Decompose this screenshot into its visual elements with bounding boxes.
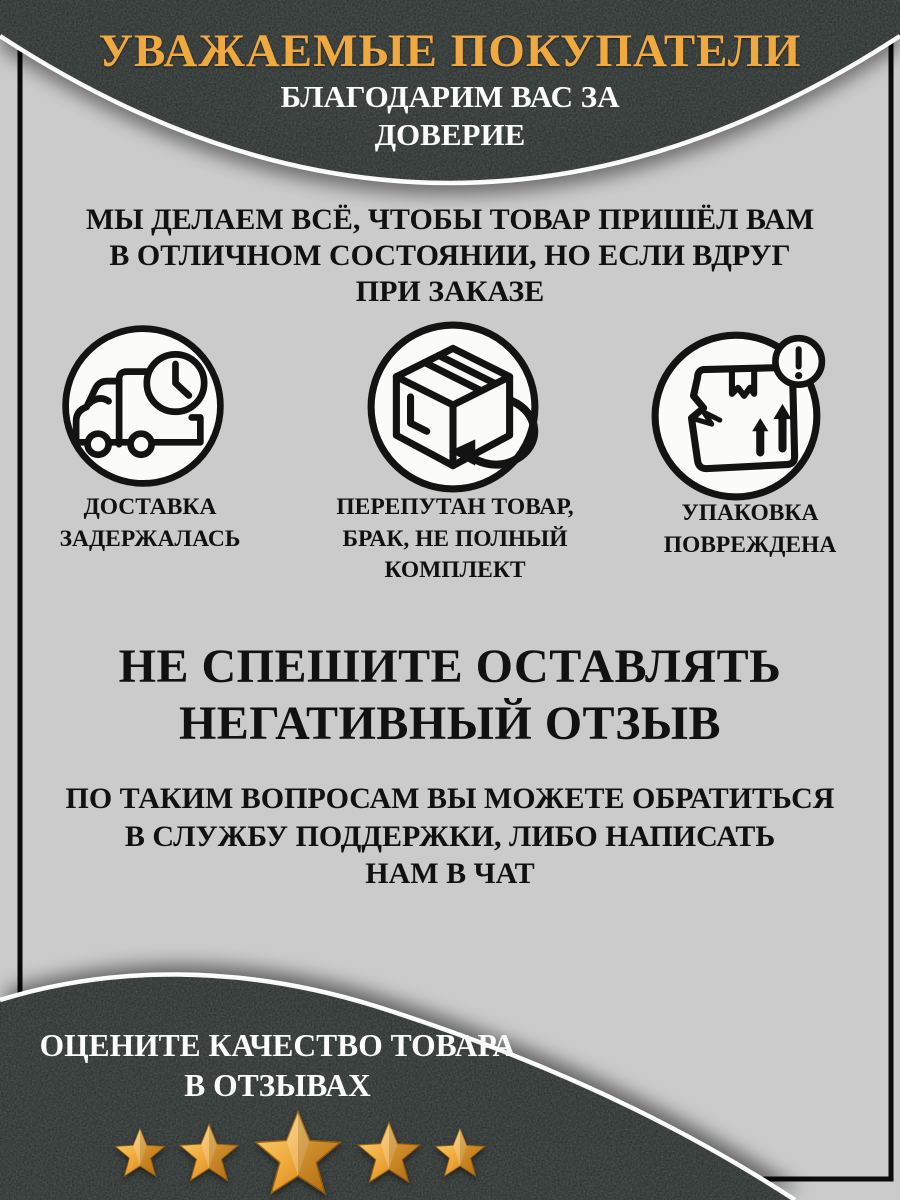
support-line: НАМ В ЧАТ bbox=[365, 857, 535, 890]
damaged-package-icon bbox=[647, 321, 829, 503]
star-icon bbox=[354, 1117, 424, 1187]
issue-label-line: ПЕРЕПУТАН ТОВАР, bbox=[336, 494, 574, 520]
star-icon bbox=[250, 1104, 346, 1200]
issue-label-delivery bbox=[28, 492, 272, 555]
issue-label-wrong-item bbox=[328, 492, 582, 587]
footer-cta bbox=[15, 1026, 540, 1105]
header-subtitle bbox=[0, 78, 900, 154]
warning-heading-line: НЕ СПЕШИТЕ ОСТАВЛЯТЬ bbox=[118, 640, 782, 693]
page-title: УВАЖАЕМЫЕ ПОКУПАТЕЛИ bbox=[98, 25, 802, 77]
intro-line: ПРИ ЗАКАЗЕ bbox=[355, 275, 545, 308]
issue-label-line: УПАКОВКА bbox=[681, 500, 819, 526]
issue-label-line: ДОСТАВКА bbox=[83, 494, 217, 520]
issue-label-line: БРАК, НЕ ПОЛНЫЙ bbox=[342, 525, 568, 552]
issue-label-line: ЗАДЕРЖАЛАСЬ bbox=[59, 525, 241, 552]
support-line: В СЛУЖБУ ПОДДЕРЖКИ, ЛИБО НАПИСАТЬ bbox=[124, 819, 776, 853]
star-icon bbox=[112, 1124, 168, 1180]
support-line: ПО ТАКИМ ВОПРОСАМ ВЫ МОЖЕТЕ ОБРАТИТЬСЯ bbox=[65, 782, 835, 815]
header-subtitle-line: ДОВЕРИЕ bbox=[374, 117, 526, 152]
warning-heading bbox=[0, 638, 900, 752]
rating-stars bbox=[85, 1102, 515, 1200]
intro-text bbox=[70, 202, 830, 310]
box-return-arrow-icon bbox=[362, 316, 544, 498]
footer-cta-line: ОЦЕНИТЕ КАЧЕСТВО ТОВАРА bbox=[39, 1028, 516, 1063]
delivery-truck-clock-icon bbox=[57, 320, 229, 492]
support-text bbox=[50, 780, 850, 893]
issue-label-damaged-packaging bbox=[622, 498, 878, 561]
footer-cta-line: В ОТЗЫВАХ bbox=[184, 1067, 371, 1103]
warning-heading-line: НЕГАТИВНЫЙ ОТЗЫВ bbox=[178, 697, 722, 750]
intro-line: МЫ ДЕЛАЕМ ВСЁ, ЧТОБЫ ТОВАР ПРИШЁЛ ВАМ bbox=[85, 203, 815, 236]
intro-line: В ОТЛИЧНОМ СОСТОЯНИИ, НО ЕСЛИ ВДРУГ bbox=[109, 239, 791, 272]
star-icon bbox=[176, 1119, 242, 1185]
star-icon bbox=[432, 1124, 488, 1180]
issue-label-line: ПОВРЕЖДЕНА bbox=[663, 531, 837, 558]
issue-label-line: КОМПЛЕКТ bbox=[384, 557, 526, 583]
header-subtitle-line: БЛАГОДАРИМ ВАС ЗА bbox=[280, 79, 620, 114]
